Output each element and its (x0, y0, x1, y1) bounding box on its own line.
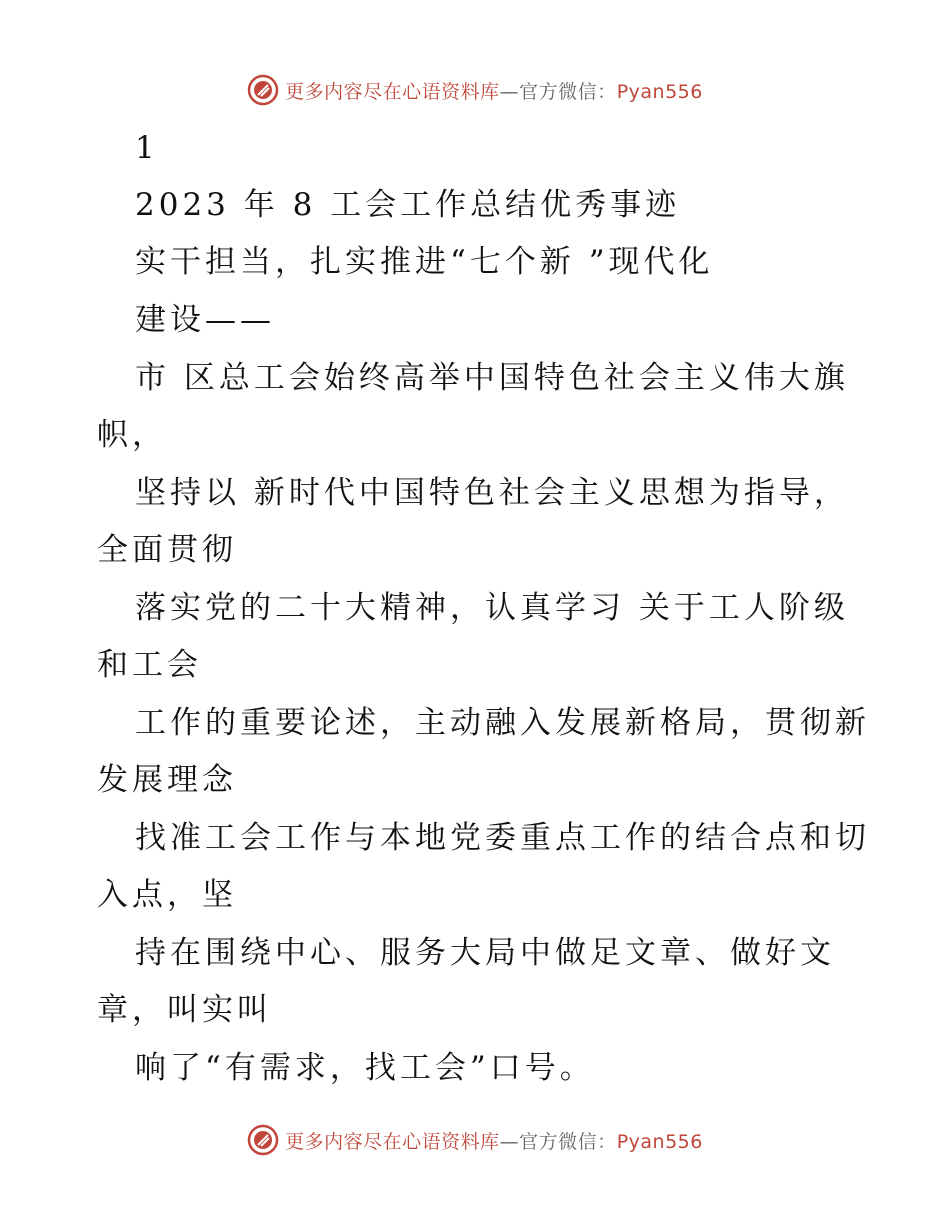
footer-banner-text (285, 1127, 703, 1154)
header-banner (0, 70, 950, 110)
paragraph-line: 持在围绕中心、服务大局中做足文章、做好文 (135, 935, 835, 971)
footer-banner-main: 更多内容尽在心语资料库 (285, 1130, 500, 1153)
header-banner-id: Pyan556 (616, 80, 703, 103)
document-subtitle-1: 实干担当，扎实推进“七个新 ”现代化 (135, 244, 714, 280)
paragraph-line: 落实党的二十大精神，认真学习 关于工人阶级 (135, 590, 849, 626)
document-subtitle-2: 建设—— (135, 302, 275, 338)
paragraph-line: 找准工会工作与本地党委重点工作的结合点和切 (135, 820, 870, 856)
footer-banner (0, 1120, 950, 1160)
paragraph-line: 工作的重要论述，主动融入发展新格局，贯彻新 (135, 705, 870, 741)
paragraph-line: 响了“有需求，找工会”口号。 (135, 1050, 595, 1086)
paragraph-line: 入点，坚 (97, 877, 237, 913)
footer-banner-sep: —官方微信： (499, 1130, 617, 1153)
paragraph-line: 坚持以 新时代中国特色社会主义思想为指导， (135, 475, 849, 511)
paragraph-line: 章，叫实叫 (97, 992, 272, 1028)
header-banner-main: 更多内容尽在心语资料库 (285, 80, 500, 103)
footer-banner-id: Pyan556 (616, 1130, 703, 1153)
pen-seal-icon (247, 74, 279, 106)
header-banner-text (285, 77, 703, 104)
paragraph-line: 发展理念 (97, 762, 237, 798)
paragraph-line: 和工会 (97, 647, 202, 683)
pen-seal-icon (247, 1124, 279, 1156)
header-banner-sep: —官方微信： (499, 80, 617, 103)
document-title: 2023 年 8 工会工作总结优秀事迹 (135, 187, 681, 223)
paragraph-line: 市 区总工会始终高举中国特色社会主义伟大旗 (135, 360, 849, 396)
paragraph-line: 全面贯彻 (97, 532, 237, 568)
page-number: 1 (135, 130, 159, 166)
paragraph-line: 帜， (97, 417, 167, 453)
